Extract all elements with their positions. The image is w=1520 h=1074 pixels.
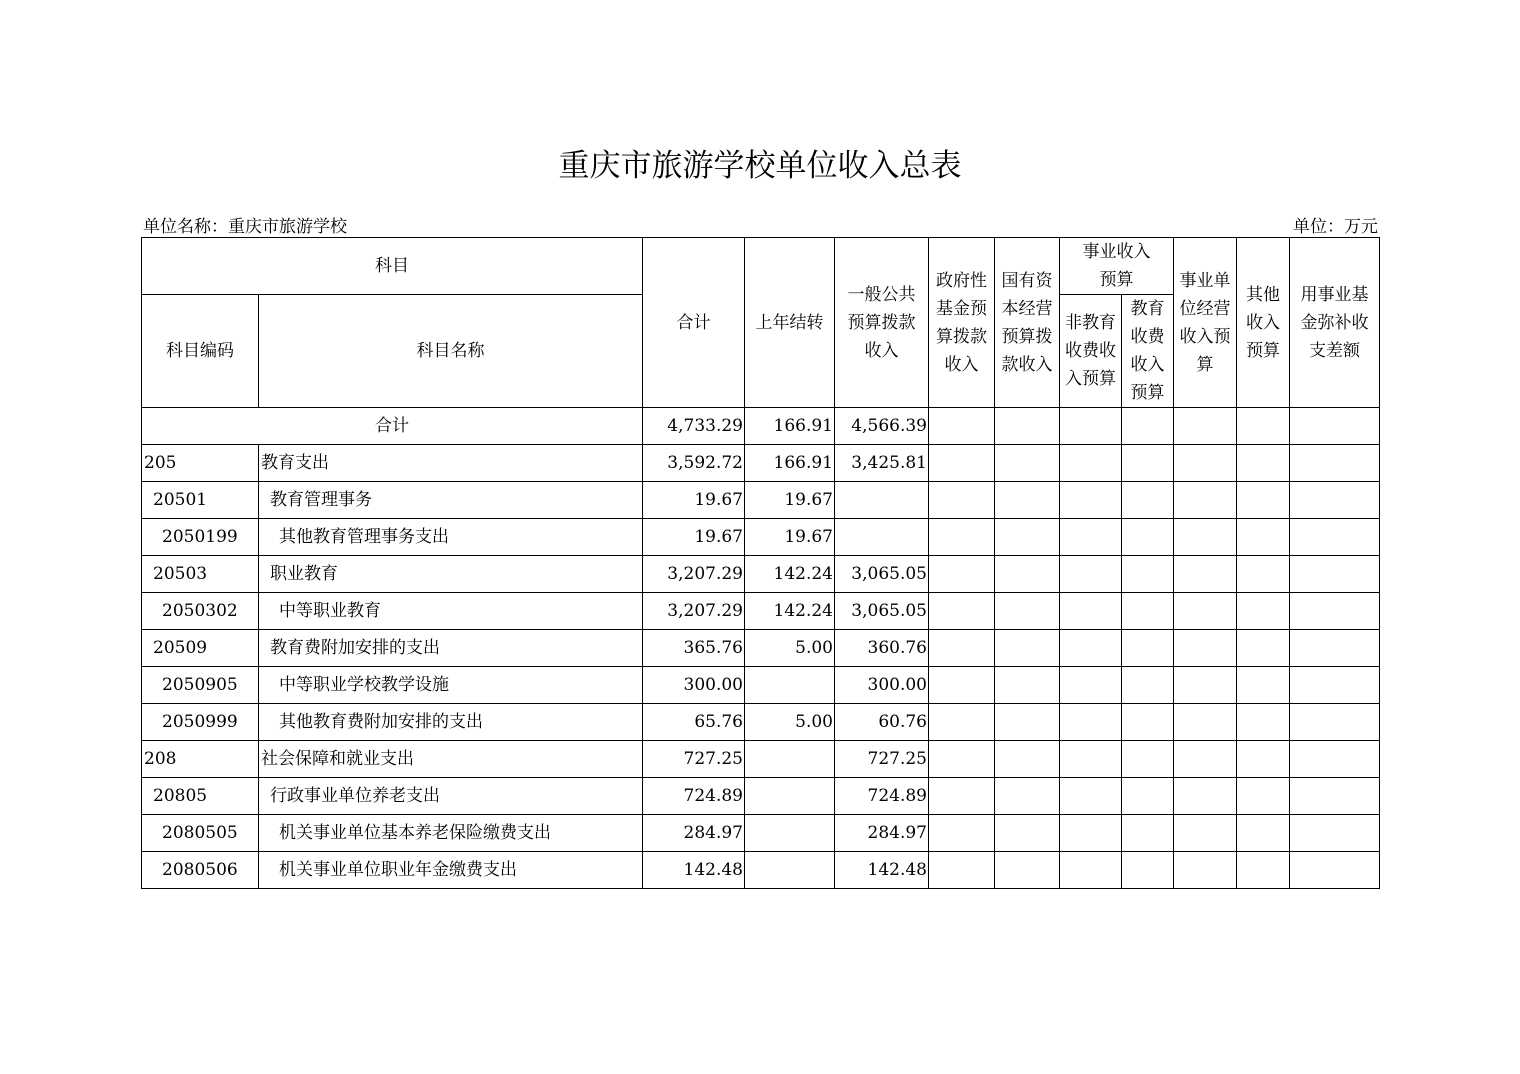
row-general-budget <box>835 482 929 519</box>
row-total: 3,207.29 <box>643 593 745 630</box>
header-non-edu-fee: 非教育收费收入预算 <box>1060 295 1122 408</box>
row-carryover: 5.00 <box>745 704 835 741</box>
row-name: 中等职业教育 <box>259 593 643 630</box>
empty-cell <box>1174 556 1237 593</box>
empty-cell <box>1060 482 1122 519</box>
row-carryover <box>745 852 835 889</box>
unit-name-label: 单位名称：重庆市旅游学校 <box>143 217 347 237</box>
empty-cell <box>929 445 995 482</box>
table-row <box>142 704 1380 741</box>
row-total: 724.89 <box>643 778 745 815</box>
empty-cell <box>1174 852 1237 889</box>
row-code: 208 <box>142 741 259 778</box>
table-row <box>142 482 1380 519</box>
row-code: 2080505 <box>142 815 259 852</box>
row-code: 20805 <box>142 778 259 815</box>
empty-cell <box>1290 408 1380 445</box>
empty-cell <box>1290 815 1380 852</box>
empty-cell <box>1060 445 1122 482</box>
row-code: 2050302 <box>142 593 259 630</box>
header-state-capital: 国有资本经营预算拨款收入 <box>995 238 1060 408</box>
row-name: 其他教育费附加安排的支出 <box>259 704 643 741</box>
empty-cell <box>995 852 1060 889</box>
empty-cell <box>1290 519 1380 556</box>
empty-cell <box>1290 593 1380 630</box>
empty-cell <box>1122 741 1174 778</box>
row-carryover: 166.91 <box>745 445 835 482</box>
empty-cell <box>1290 704 1380 741</box>
empty-cell <box>1174 815 1237 852</box>
table-row <box>142 556 1380 593</box>
empty-cell <box>929 408 995 445</box>
empty-cell <box>1174 408 1237 445</box>
empty-cell <box>1237 704 1290 741</box>
empty-cell <box>995 593 1060 630</box>
unit-label: 单位：万元 <box>1293 217 1378 237</box>
row-general-budget: 3,425.81 <box>835 445 929 482</box>
empty-cell <box>1174 519 1237 556</box>
table-row <box>142 778 1380 815</box>
empty-cell <box>1290 445 1380 482</box>
empty-cell <box>1060 667 1122 704</box>
empty-cell <box>1122 704 1174 741</box>
empty-cell <box>929 815 995 852</box>
row-code: 20501 <box>142 482 259 519</box>
row-carryover: 142.24 <box>745 556 835 593</box>
row-carryover: 142.24 <box>745 593 835 630</box>
empty-cell <box>995 556 1060 593</box>
empty-cell <box>1290 852 1380 889</box>
row-general-budget: 360.76 <box>835 630 929 667</box>
table-row <box>142 630 1380 667</box>
empty-cell <box>929 482 995 519</box>
income-summary-table <box>141 237 1380 889</box>
empty-cell <box>1237 741 1290 778</box>
empty-cell <box>929 852 995 889</box>
page-title: 重庆市旅游学校单位收入总表 <box>558 148 962 184</box>
header-code: 科目编码 <box>142 295 259 408</box>
row-general-budget: 724.89 <box>835 778 929 815</box>
row-total: 3,207.29 <box>643 556 745 593</box>
row-name: 其他教育管理事务支出 <box>259 519 643 556</box>
row-code: 205 <box>142 445 259 482</box>
header-name: 科目名称 <box>259 295 643 408</box>
empty-cell <box>929 667 995 704</box>
empty-cell <box>929 519 995 556</box>
empty-cell <box>1237 482 1290 519</box>
empty-cell <box>1060 408 1122 445</box>
empty-cell <box>1290 741 1380 778</box>
header-subject: 科目 <box>142 238 643 295</box>
empty-cell <box>995 519 1060 556</box>
row-general-budget: 60.76 <box>835 704 929 741</box>
row-general-budget: 300.00 <box>835 667 929 704</box>
total-row-carryover: 166.91 <box>745 408 835 445</box>
row-carryover: 19.67 <box>745 482 835 519</box>
row-general-budget: 727.25 <box>835 741 929 778</box>
empty-cell <box>1237 667 1290 704</box>
empty-cell <box>1060 704 1122 741</box>
row-carryover: 5.00 <box>745 630 835 667</box>
empty-cell <box>995 408 1060 445</box>
table-row <box>142 593 1380 630</box>
empty-cell <box>1060 741 1122 778</box>
row-total: 284.97 <box>643 815 745 852</box>
empty-cell <box>1174 630 1237 667</box>
total-row-label: 合计 <box>142 408 643 445</box>
empty-cell <box>995 667 1060 704</box>
row-name: 中等职业学校教学设施 <box>259 667 643 704</box>
empty-cell <box>995 778 1060 815</box>
row-code: 2050999 <box>142 704 259 741</box>
row-total: 142.48 <box>643 852 745 889</box>
header-business-income: 事业单位经营收入预算 <box>1174 238 1237 408</box>
empty-cell <box>1122 556 1174 593</box>
empty-cell <box>1122 408 1174 445</box>
empty-cell <box>929 593 995 630</box>
empty-cell <box>929 556 995 593</box>
header-gov-fund: 政府性基金预算拨款收入 <box>929 238 995 408</box>
header-career-income: 事业收入预算 <box>1060 238 1174 295</box>
row-code: 2050199 <box>142 519 259 556</box>
row-general-budget: 284.97 <box>835 815 929 852</box>
row-name: 教育费附加安排的支出 <box>259 630 643 667</box>
empty-cell <box>1290 667 1380 704</box>
row-carryover <box>745 741 835 778</box>
empty-cell <box>1290 778 1380 815</box>
row-code: 2080506 <box>142 852 259 889</box>
table-row-total <box>142 408 1380 445</box>
empty-cell <box>995 445 1060 482</box>
empty-cell <box>1060 815 1122 852</box>
empty-cell <box>1122 593 1174 630</box>
table-row <box>142 815 1380 852</box>
empty-cell <box>1122 445 1174 482</box>
empty-cell <box>1174 667 1237 704</box>
row-name: 机关事业单位职业年金缴费支出 <box>259 852 643 889</box>
row-carryover: 19.67 <box>745 519 835 556</box>
row-total: 3,592.72 <box>643 445 745 482</box>
empty-cell <box>1174 482 1237 519</box>
row-total: 300.00 <box>643 667 745 704</box>
empty-cell <box>1174 593 1237 630</box>
row-general-budget: 3,065.05 <box>835 593 929 630</box>
empty-cell <box>1237 408 1290 445</box>
row-total: 65.76 <box>643 704 745 741</box>
header-fund-supplement: 用事业基金弥补收支差额 <box>1290 238 1380 408</box>
row-name: 教育管理事务 <box>259 482 643 519</box>
row-total: 19.67 <box>643 482 745 519</box>
empty-cell <box>1122 815 1174 852</box>
empty-cell <box>1122 778 1174 815</box>
empty-cell <box>929 778 995 815</box>
empty-cell <box>995 815 1060 852</box>
empty-cell <box>1237 593 1290 630</box>
empty-cell <box>929 630 995 667</box>
empty-cell <box>1174 741 1237 778</box>
table-row <box>142 445 1380 482</box>
row-total: 365.76 <box>643 630 745 667</box>
empty-cell <box>995 704 1060 741</box>
empty-cell <box>1060 630 1122 667</box>
table-row <box>142 852 1380 889</box>
empty-cell <box>1174 704 1237 741</box>
empty-cell <box>929 704 995 741</box>
empty-cell <box>1060 519 1122 556</box>
empty-cell <box>1237 445 1290 482</box>
empty-cell <box>1122 519 1174 556</box>
empty-cell <box>1060 852 1122 889</box>
row-total: 19.67 <box>643 519 745 556</box>
row-carryover <box>745 815 835 852</box>
empty-cell <box>1060 778 1122 815</box>
total-row-total: 4,733.29 <box>643 408 745 445</box>
total-row-general-budget: 4,566.39 <box>835 408 929 445</box>
table-row <box>142 519 1380 556</box>
row-code: 2050905 <box>142 667 259 704</box>
empty-cell <box>1174 445 1237 482</box>
empty-cell <box>1290 556 1380 593</box>
header-edu-fee: 教育收费收入预算 <box>1122 295 1174 408</box>
empty-cell <box>1237 852 1290 889</box>
empty-cell <box>1060 556 1122 593</box>
header-other-income: 其他收入预算 <box>1237 238 1290 408</box>
empty-cell <box>1122 667 1174 704</box>
empty-cell <box>1237 519 1290 556</box>
row-code: 20503 <box>142 556 259 593</box>
empty-cell <box>1122 852 1174 889</box>
row-code: 20509 <box>142 630 259 667</box>
empty-cell <box>1237 778 1290 815</box>
empty-cell <box>995 482 1060 519</box>
empty-cell <box>1122 630 1174 667</box>
row-name: 社会保障和就业支出 <box>259 741 643 778</box>
table-row <box>142 667 1380 704</box>
empty-cell <box>1174 778 1237 815</box>
empty-cell <box>1290 630 1380 667</box>
empty-cell <box>1237 556 1290 593</box>
header-total: 合计 <box>643 238 745 408</box>
empty-cell <box>995 630 1060 667</box>
row-carryover <box>745 778 835 815</box>
empty-cell <box>929 741 995 778</box>
row-name: 行政事业单位养老支出 <box>259 778 643 815</box>
empty-cell <box>1237 630 1290 667</box>
empty-cell <box>995 741 1060 778</box>
row-general-budget <box>835 519 929 556</box>
empty-cell <box>1122 482 1174 519</box>
row-carryover <box>745 667 835 704</box>
header-general-budget: 一般公共预算拨款收入 <box>835 238 929 408</box>
row-name: 职业教育 <box>259 556 643 593</box>
table-row <box>142 741 1380 778</box>
row-name: 教育支出 <box>259 445 643 482</box>
row-general-budget: 142.48 <box>835 852 929 889</box>
row-total: 727.25 <box>643 741 745 778</box>
row-general-budget: 3,065.05 <box>835 556 929 593</box>
empty-cell <box>1060 593 1122 630</box>
empty-cell <box>1290 482 1380 519</box>
header-carryover: 上年结转 <box>745 238 835 408</box>
row-name: 机关事业单位基本养老保险缴费支出 <box>259 815 643 852</box>
empty-cell <box>1237 815 1290 852</box>
